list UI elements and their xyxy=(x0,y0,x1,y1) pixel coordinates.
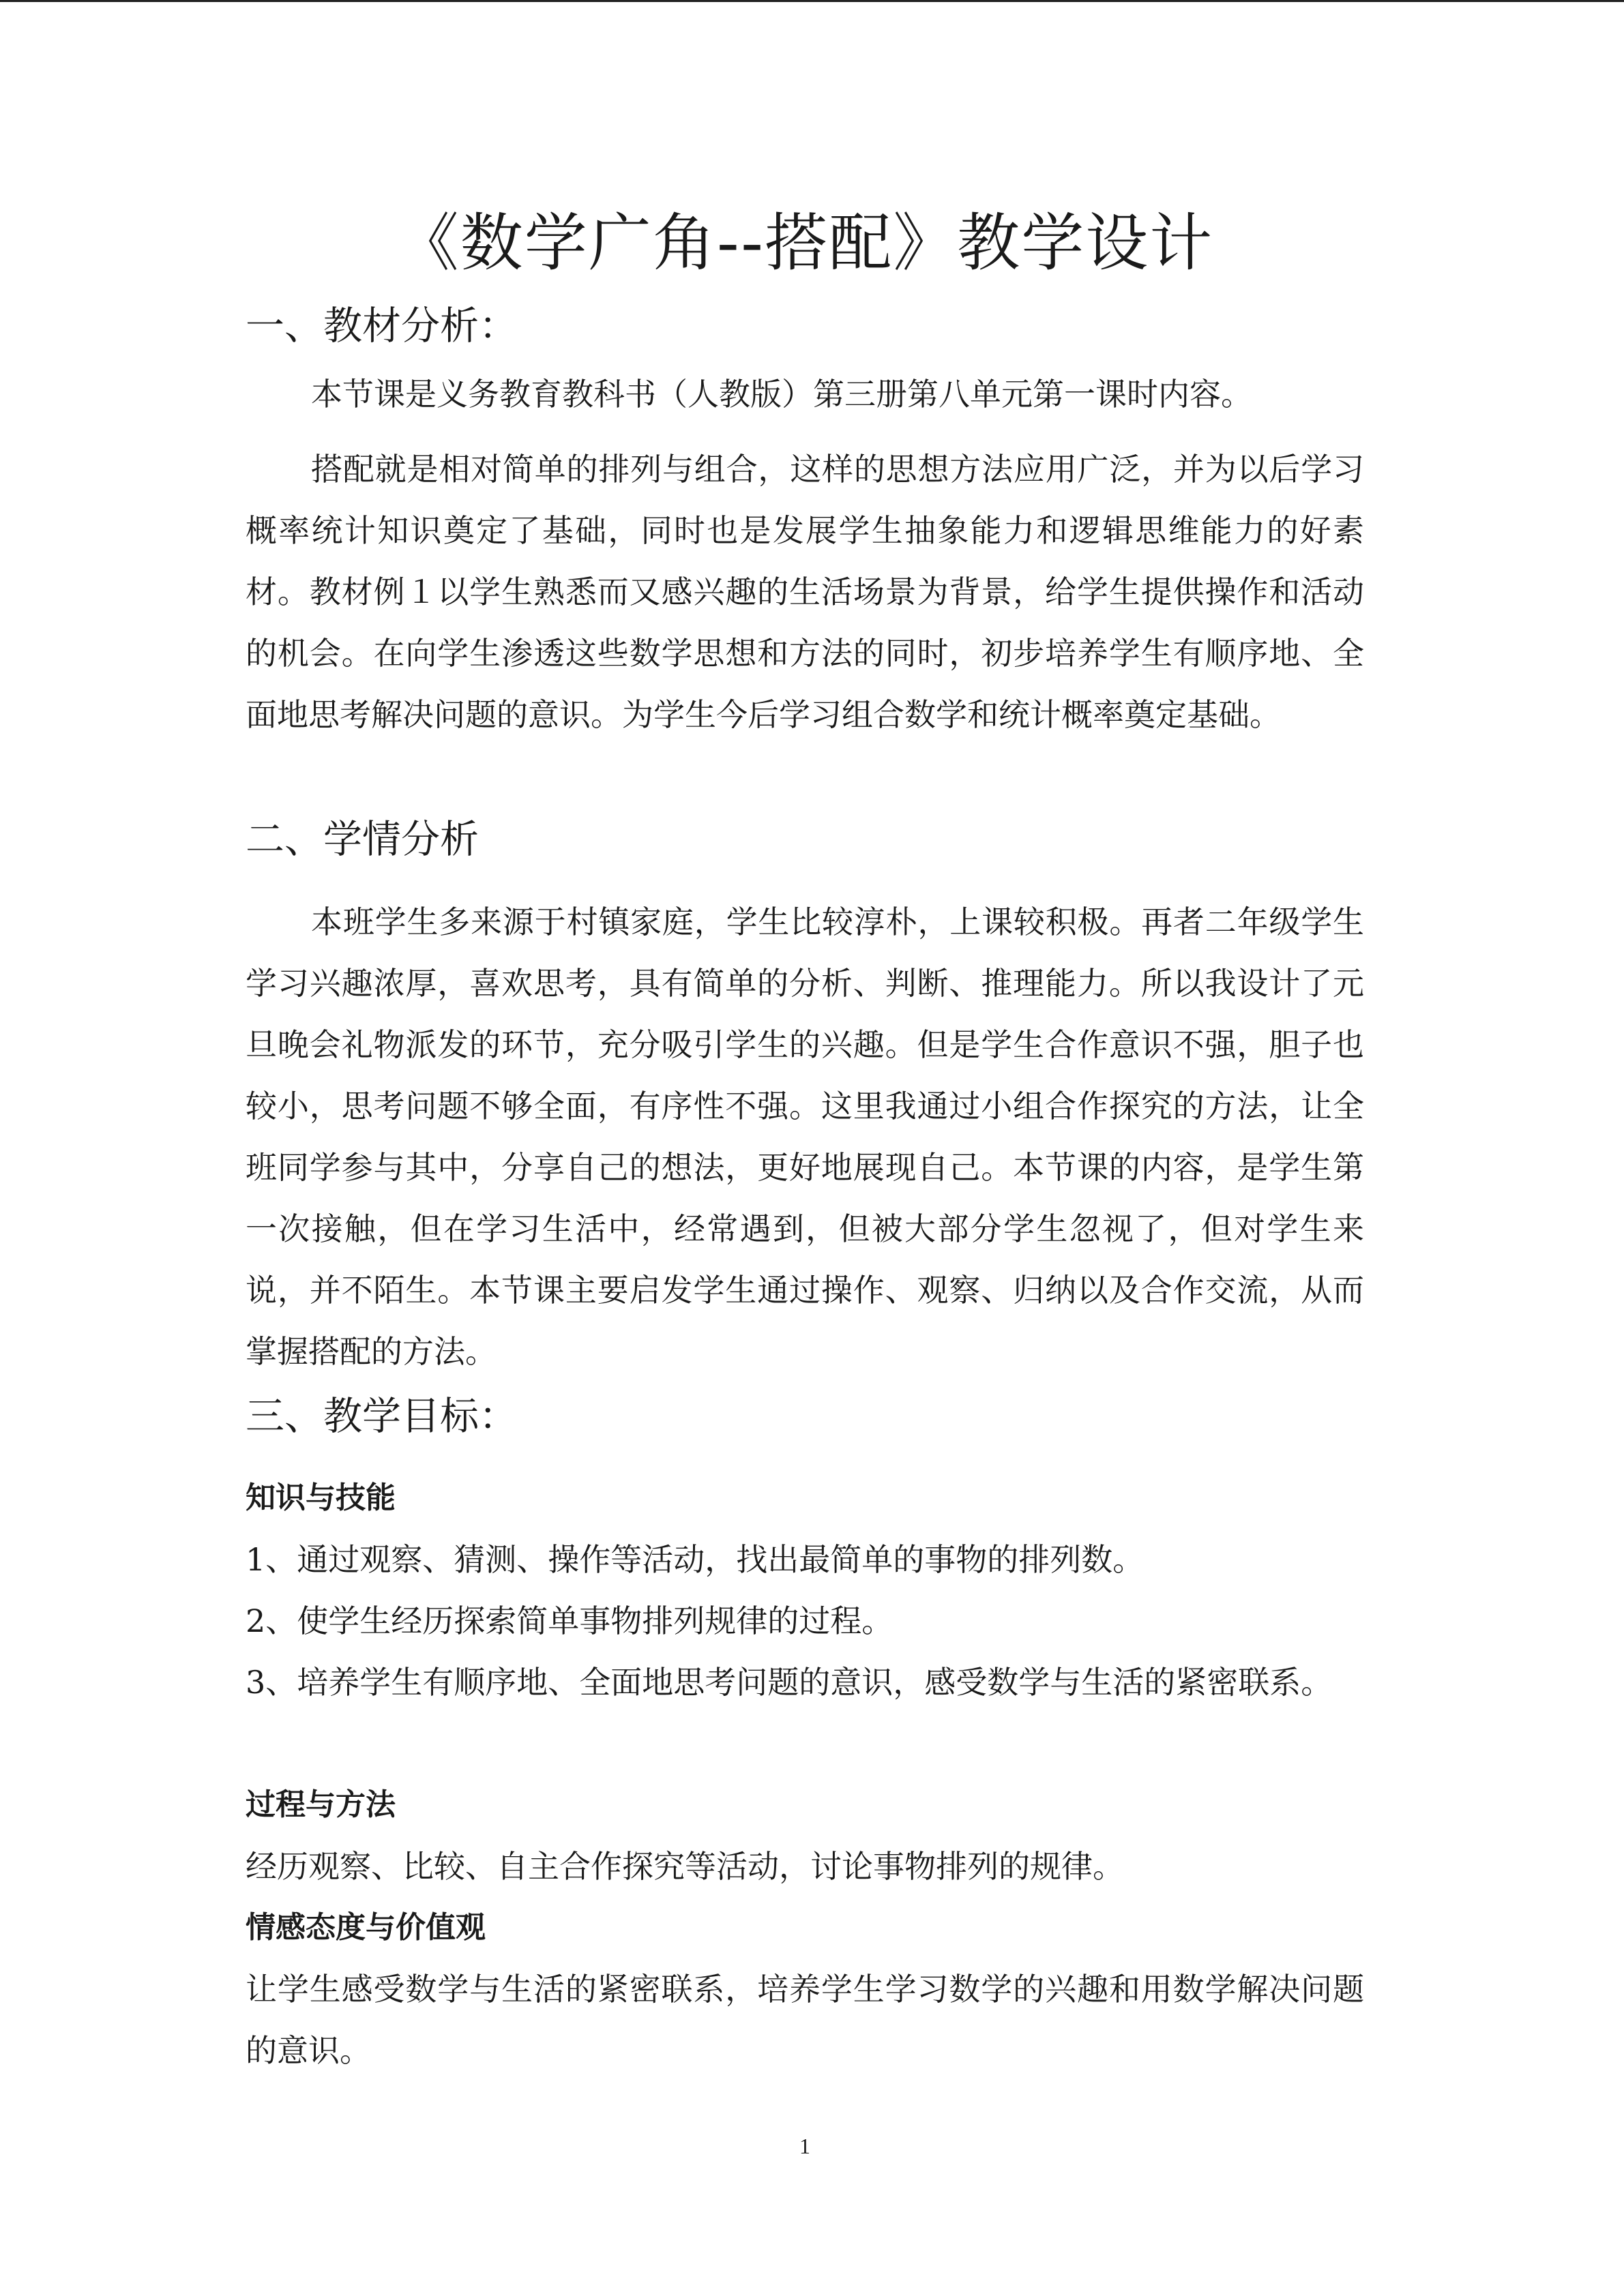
textbook-analysis-paragraph-1: 本节课是义务教育教科书（人教版）第三册第八单元第一课时内容。 xyxy=(311,376,1252,413)
subheading-process-method: 过程与方法 xyxy=(246,1787,396,1822)
emotion-goal-text: 让学生感受数学与生活的紧密联系，培养学生学习数学的兴趣和用数学解决问题的意识。 xyxy=(246,1971,1364,2069)
section-heading-student-analysis: 二、学情分析 xyxy=(246,817,479,862)
document-title: 《数学广角--搭配》教学设计 xyxy=(396,207,1214,280)
student-analysis-paragraph: 本班学生多来源于村镇家庭，学生比较淳朴，上课较积极。再者二年级学生学习兴趣浓厚，喜欢思考，具有简单的分析、判断、推理能力。所以我设计了元旦晚会礼物派发的环节，充分吸引学生的兴趣。但是学生合作意识不强，胆子也较小，思考问题不够全面，有序性不强。这里我通过小组合作探究的方法，让全班同学参与其中，分享自己的想法，更好地展现自己。本节课的内容，是学生第一次接触，但在学习生活中，经常遇到，但被大部分学生忽视了，但对学生来说，并不陌生。本节课主要启发学生通过操作、观察、归纳以及合作交流，从而掌握搭配的方法。 xyxy=(246,904,1364,1370)
subheading-knowledge-skills: 知识与技能 xyxy=(246,1480,396,1515)
knowledge-goal-item-1: 1、通过观察、猜测、操作等活动，找出最简单的事物的排列数。 xyxy=(246,1541,1145,1578)
knowledge-goal-item-3: 3、培养学生有顺序地、全面地思考问题的意识，感受数学与生活的紧密联系。 xyxy=(246,1664,1333,1701)
subheading-emotion-values: 情感态度与价值观 xyxy=(246,1910,486,1945)
knowledge-goal-item-2: 2、使学生经历探索简单事物排列规律的过程。 xyxy=(246,1602,894,1639)
page-top-border xyxy=(0,0,1624,2)
section-heading-teaching-goals: 三、教学目标： xyxy=(246,1394,518,1439)
textbook-analysis-paragraph-2: 搭配就是相对简单的排列与组合，这样的思想方法应用广泛，并为以后学习概率统计知识奠定了基础，同时也是发展学生抽象能力和逻辑思维能力的好素材。教材例１以学生熟悉而又感兴趣的生活场景为背景，给学生提供操作和活动的机会。在向学生渗透这些数学思想和方法的同时，初步培养学生有顺序地、全面地思考解决问题的意识。为学生今后学习组合数学和统计概率奠定基础。 xyxy=(246,451,1364,733)
process-goal-text: 经历观察、比较、自主合作探究等活动，讨论事物排列的规律。 xyxy=(246,1848,1124,1885)
page-number: 1 xyxy=(799,2134,810,2158)
section-heading-textbook-analysis: 一、教材分析： xyxy=(246,303,518,348)
